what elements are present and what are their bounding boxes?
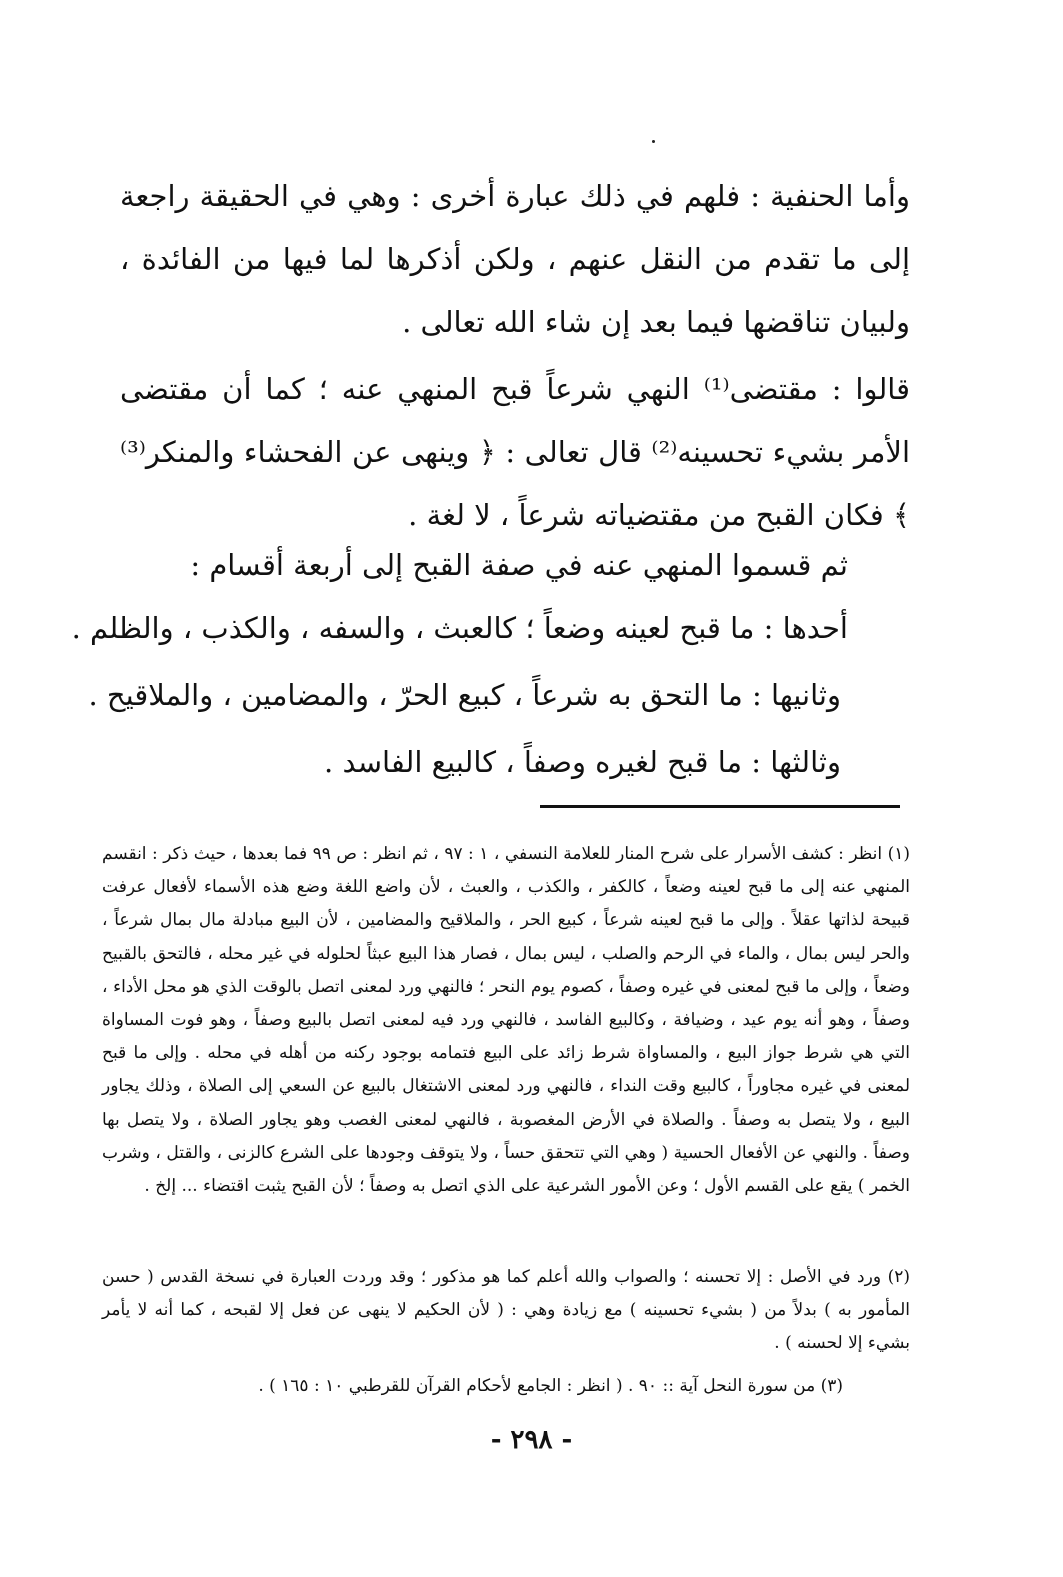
list-item-third: وثالثها : ما قبح لغيره وصفاً ، كالبيع الفاسد .	[324, 745, 841, 779]
list-item-second: وثانيها : ما التحق به شرعاً ، كبيع الحرّ ، والمضامين ، والملاقيح .	[88, 678, 841, 712]
footnote-2: (٢) ورد في الأصل : إلا تحسنه ؛ والصواب والله أعلم كما هو مذكور ؛ وقد وردت العبارة في نسخة القدس ( حسن المأمور به ) بدلاً من ( بشيء تحسينه ) مع زيادة وهي : ( لأن الحكيم لا ينهى عن فعل إلا لقبحه ، كما أنه لا يأمر بشيء إلا لحسنه ) .	[102, 1267, 910, 1354]
ink-dot	[652, 140, 655, 143]
paragraph-hanafi: وأما الحنفية : فلهم في ذلك عبارة أخرى : وهي في الحقيقة راجعة إلى ما تقدم من النقل عنهم ، ولكن أذكرها لما فيها من الفائدة ، ولبيان تناقضها فيما بعد إن شاء الله تعالى .	[120, 179, 910, 339]
list-item-first: أحدها : ما قبح لعينه وضعاً ؛ كالعبث ، والسفه ، والكذب ، والظلم .	[71, 611, 848, 645]
paragraph-division-intro: ثم قسموا المنهي عنه في صفة القبح إلى أربعة أقسام :	[190, 548, 848, 582]
paragraph-qalu: قالوا : مقتضى⁽¹⁾ النهي شرعاً قبح المنهي عنه ؛ كما أن مقتضى الأمر بشيء تحسينه⁽²⁾ قال تعالى : ﴿ وينهى عن الفحشاء والمنكر⁽³⁾ ﴾ فكان القبح من مقتضياته شرعاً ، لا لغة .	[120, 372, 910, 532]
footnote-3: (٣) من سورة النحل آية :: ٩٠ . ( انظر : الجامع لأحكام القرآن للقرطبي ١٠ : ١٦٥ ) .	[258, 1376, 843, 1396]
footnote-1: (١) انظر : كشف الأسرار على شرح المنار للعلامة النسفي ، ١ : ٩٧ ، ثم انظر : ص ٩٩ فما بعدها ، حيث ذكر : انقسم المنهي عنه إلى ما قبح لعينه وضعاً ، كالكفر ، والكذب ، والعبث ، لأن واضع اللغة وضع هذه الأسماء لأفعال عرفت قبيحة لذاتها عقلاً . وإلى ما قبح لعينه شرعاً ، كبيع الحر ، والملاقيح والمضامين ، لأن البيع مبادلة مال بمال شرعاً ، والحر ليس بمال ، والماء في الرحم والصلب ، ليس بمال ، فصار هذا البيع عبثاً لحلوله في غير محله ، فالتحق بالقبيح وضعاً ، وإلى ما قبح لمعنى في غيره وصفاً ، كصوم يوم النحر ؛ فالنهي ورد لمعنى اتصل بالوقت الذي هو محل الأداء ، وصفاً ، وهو أنه يوم عيد ، وضيافة ، وكالبيع الفاسد ، فالنهي ورد فيه لمعنى اتصل بالبيع وصفاً ، وهو فوت المساواة التي هي شرط جواز البيع ، والمساواة شرط زائد على البيع فتمامه بوجود ركنه من أهله في محله . وإلى ما قبح لمعنى في غيره مجاوراً ، كالبيع وقت النداء ، فالنهي ورد لمعنى الاشتغال بالبيع عن السعي إلى الصلاة ، وذلك يجاور البيع ، ولا يتصل به وصفاً . والصلاة في الأرض المغصوبة ، فالنهي لمعنى الغصب وهو يجاور الصلاة ، ولا يتصل بها وصفاً . والنهي عن الأفعال الحسية ( وهي التي تتحقق حساً ، ولا يتوقف وجودها على الشرع كالزنى ، والقتل ، وشرب الخمر ) يقع على القسم الأول ؛ وعن الأمور الشرعية على الذي اتصل به وصفاً ؛ لأن القبح يثبت اقتضاء ... إلخ .	[102, 844, 911, 1197]
page-number: - ٢٩٨ -	[490, 1425, 573, 1455]
footnote-separator	[540, 805, 900, 808]
